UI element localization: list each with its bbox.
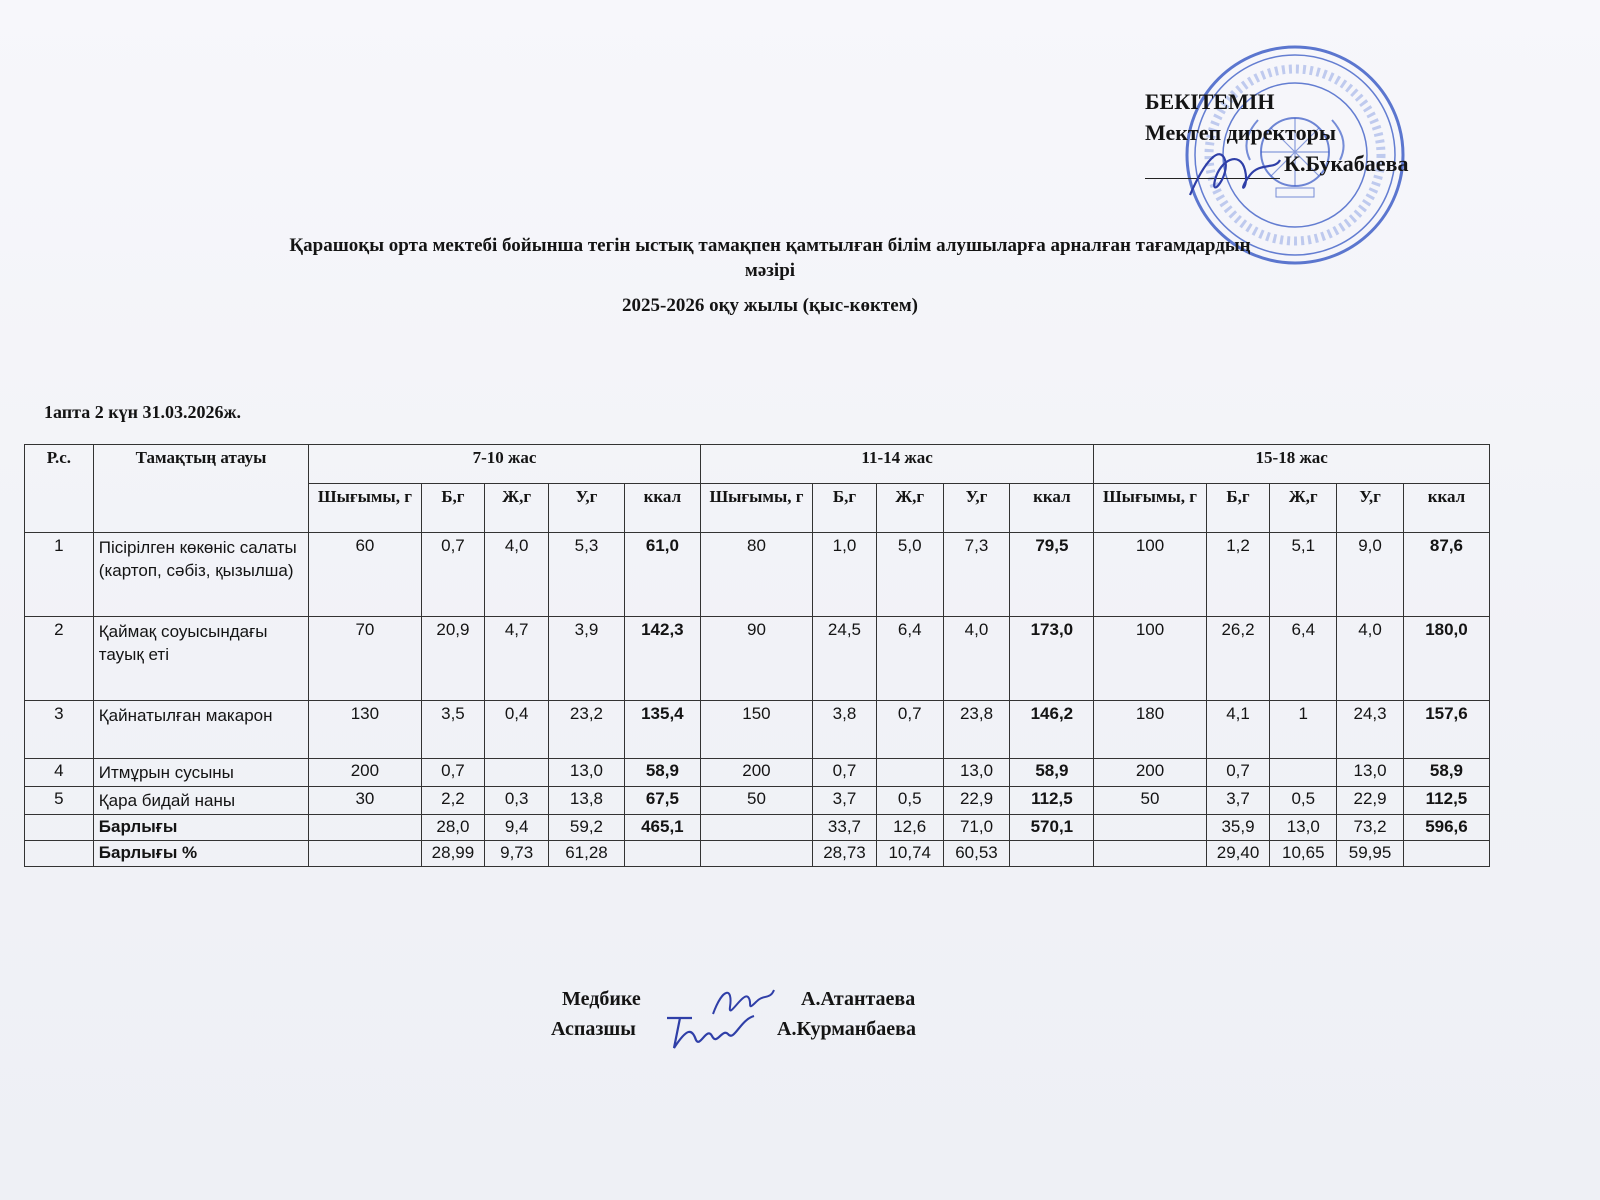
- nurse-name: А.Атантаева: [801, 988, 916, 1010]
- dish-name: Пісірілген көкөніс салаты (картоп, сәбіз, қызылша): [93, 533, 308, 617]
- total-value-cell: 29,40: [1206, 841, 1270, 867]
- value-cell: 5,1: [1270, 533, 1337, 617]
- value-cell: [1270, 759, 1337, 787]
- total-value-cell: [700, 815, 812, 841]
- subheader-cell: Б,г: [813, 484, 877, 533]
- value-cell: 20,9: [421, 617, 485, 701]
- subheader-cell: У,г: [1337, 484, 1404, 533]
- value-cell: 5,3: [549, 533, 625, 617]
- empty-cell: [25, 841, 94, 867]
- col-dish-name: Тамақтың атауы: [93, 445, 308, 533]
- value-cell: 3,7: [1206, 787, 1270, 815]
- value-cell: 100: [1094, 617, 1206, 701]
- value-cell: 2,2: [421, 787, 485, 815]
- kcal-cell: 112,5: [1010, 787, 1094, 815]
- value-cell: 24,5: [813, 617, 877, 701]
- subheader-cell: Ж,г: [485, 484, 549, 533]
- total-value-cell: 465,1: [624, 815, 700, 841]
- value-cell: [876, 759, 943, 787]
- value-cell: 0,3: [485, 787, 549, 815]
- week-day-date: 1апта 2 күн 31.03.2026ж.: [44, 402, 241, 422]
- subheader-cell: У,г: [943, 484, 1010, 533]
- subheader-cell: Б,г: [1206, 484, 1270, 533]
- table-row: [25, 787, 1490, 815]
- kcal-cell: 157,6: [1403, 701, 1489, 759]
- total-value-cell: [309, 815, 421, 841]
- kcal-cell: 58,9: [1403, 759, 1489, 787]
- dish-name: Қаймақ соуысындағы тауық еті: [93, 617, 308, 701]
- table-row: [25, 533, 1490, 617]
- value-cell: 150: [700, 701, 812, 759]
- total-value-cell: 35,9: [1206, 815, 1270, 841]
- row-number: 5: [25, 787, 94, 815]
- total-value-cell: 10,65: [1270, 841, 1337, 867]
- value-cell: 1,0: [813, 533, 877, 617]
- age-group-7-10: 7-10 жас: [309, 445, 701, 484]
- total-value-cell: 9,4: [485, 815, 549, 841]
- total-value-cell: [1010, 841, 1094, 867]
- document-title: Қарашоқы орта мектебі бойынша тегін ыстық тамақпен қамтылған білім алушыларға арналған тағамдардың: [289, 235, 1251, 256]
- value-cell: 13,0: [943, 759, 1010, 787]
- kcal-cell: 112,5: [1403, 787, 1489, 815]
- total-label: Барлығы %: [93, 841, 308, 867]
- school-year: 2025-2026 оқу жылы (қыс-көктем): [622, 295, 918, 316]
- total-value-cell: [1094, 815, 1206, 841]
- value-cell: 0,7: [1206, 759, 1270, 787]
- total-label: Барлығы: [93, 815, 308, 841]
- total-row: [25, 815, 1490, 841]
- value-cell: 180: [1094, 701, 1206, 759]
- total-value-cell: [309, 841, 421, 867]
- menu-table: [24, 444, 1490, 867]
- subheader-cell: У,г: [549, 484, 625, 533]
- value-cell: 50: [1094, 787, 1206, 815]
- table-row: [25, 617, 1490, 701]
- value-cell: 7,3: [943, 533, 1010, 617]
- total-value-cell: 33,7: [813, 815, 877, 841]
- empty-cell: [25, 815, 94, 841]
- value-cell: 50: [700, 787, 812, 815]
- kcal-cell: 67,5: [624, 787, 700, 815]
- subheader-cell: ккал: [1010, 484, 1094, 533]
- kcal-cell: 142,3: [624, 617, 700, 701]
- value-cell: 3,7: [813, 787, 877, 815]
- subheader-cell: ккал: [624, 484, 700, 533]
- kcal-cell: 87,6: [1403, 533, 1489, 617]
- total-value-cell: 59,2: [549, 815, 625, 841]
- total-value-cell: 570,1: [1010, 815, 1094, 841]
- value-cell: 200: [700, 759, 812, 787]
- total-value-cell: 73,2: [1337, 815, 1404, 841]
- total-value-cell: 61,28: [549, 841, 625, 867]
- total-value-cell: 28,73: [813, 841, 877, 867]
- value-cell: 23,2: [549, 701, 625, 759]
- value-cell: 4,1: [1206, 701, 1270, 759]
- kcal-cell: 135,4: [624, 701, 700, 759]
- director-signature: [1180, 140, 1290, 210]
- total-value-cell: 60,53: [943, 841, 1010, 867]
- value-cell: 6,4: [876, 617, 943, 701]
- age-group-11-14: 11-14 жас: [700, 445, 1094, 484]
- total-value-cell: 596,6: [1403, 815, 1489, 841]
- total-value-cell: 28,99: [421, 841, 485, 867]
- value-cell: 0,5: [876, 787, 943, 815]
- value-cell: 90: [700, 617, 812, 701]
- value-cell: 100: [1094, 533, 1206, 617]
- age-group-15-18: 15-18 жас: [1094, 445, 1490, 484]
- row-number: 2: [25, 617, 94, 701]
- kcal-cell: 146,2: [1010, 701, 1094, 759]
- value-cell: 0,7: [876, 701, 943, 759]
- value-cell: 70: [309, 617, 421, 701]
- director-name: К.Букабаева: [1284, 151, 1409, 176]
- total-value-cell: 12,6: [876, 815, 943, 841]
- cook-name: А.Курманбаева: [777, 1018, 916, 1040]
- subheader-cell: Шығымы, г: [700, 484, 812, 533]
- value-cell: 22,9: [943, 787, 1010, 815]
- table-header: [25, 445, 1490, 533]
- value-cell: 5,0: [876, 533, 943, 617]
- value-cell: 13,8: [549, 787, 625, 815]
- value-cell: 0,7: [421, 533, 485, 617]
- value-cell: 4,0: [485, 533, 549, 617]
- value-cell: 0,4: [485, 701, 549, 759]
- value-cell: 1,2: [1206, 533, 1270, 617]
- dish-name: Қара бидай наны: [93, 787, 308, 815]
- cook-role: Аспазшы: [551, 1018, 636, 1040]
- subheader-cell: Б,г: [421, 484, 485, 533]
- dish-name: Қайнатылған макарон: [93, 701, 308, 759]
- value-cell: [485, 759, 549, 787]
- value-cell: 130: [309, 701, 421, 759]
- value-cell: 3,9: [549, 617, 625, 701]
- approval-heading: БЕКІТЕМІН: [1145, 89, 1275, 114]
- total-value-cell: 13,0: [1270, 815, 1337, 841]
- dish-name: Итмұрын сусыны: [93, 759, 308, 787]
- value-cell: 30: [309, 787, 421, 815]
- kcal-cell: 61,0: [624, 533, 700, 617]
- value-cell: 200: [1094, 759, 1206, 787]
- subheader-cell: Шығымы, г: [1094, 484, 1206, 533]
- value-cell: 9,0: [1337, 533, 1404, 617]
- value-cell: 13,0: [549, 759, 625, 787]
- value-cell: 3,8: [813, 701, 877, 759]
- total-value-cell: 28,0: [421, 815, 485, 841]
- table-row: [25, 701, 1490, 759]
- value-cell: 1: [1270, 701, 1337, 759]
- total-value-cell: 71,0: [943, 815, 1010, 841]
- total-value-cell: [1094, 841, 1206, 867]
- row-number: 1: [25, 533, 94, 617]
- value-cell: 60: [309, 533, 421, 617]
- value-cell: 26,2: [1206, 617, 1270, 701]
- cook-signature: [662, 1008, 762, 1056]
- value-cell: 0,7: [421, 759, 485, 787]
- value-cell: 4,0: [1337, 617, 1404, 701]
- value-cell: 80: [700, 533, 812, 617]
- row-number: 3: [25, 701, 94, 759]
- value-cell: 0,7: [813, 759, 877, 787]
- subheader-cell: Ж,г: [876, 484, 943, 533]
- total-value-cell: [624, 841, 700, 867]
- subheader-cell: ккал: [1403, 484, 1489, 533]
- value-cell: 22,9: [1337, 787, 1404, 815]
- kcal-cell: 173,0: [1010, 617, 1094, 701]
- total-value-cell: [1403, 841, 1489, 867]
- kcal-cell: 180,0: [1403, 617, 1489, 701]
- kcal-cell: 79,5: [1010, 533, 1094, 617]
- nurse-role: Медбике: [562, 988, 641, 1010]
- total-value-cell: 9,73: [485, 841, 549, 867]
- table-row: [25, 759, 1490, 787]
- subheader-cell: Ж,г: [1270, 484, 1337, 533]
- value-cell: 200: [309, 759, 421, 787]
- value-cell: 13,0: [1337, 759, 1404, 787]
- col-rc: Р.с.: [25, 445, 94, 533]
- value-cell: 3,5: [421, 701, 485, 759]
- total-percent-row: [25, 841, 1490, 867]
- value-cell: 23,8: [943, 701, 1010, 759]
- kcal-cell: 58,9: [1010, 759, 1094, 787]
- document-title-cont: мәзірі: [744, 260, 796, 281]
- kcal-cell: 58,9: [624, 759, 700, 787]
- value-cell: 6,4: [1270, 617, 1337, 701]
- director-position: Мектеп директоры: [1145, 120, 1337, 145]
- value-cell: 0,5: [1270, 787, 1337, 815]
- total-value-cell: 10,74: [876, 841, 943, 867]
- value-cell: 24,3: [1337, 701, 1404, 759]
- subheader-cell: Шығымы, г: [309, 484, 421, 533]
- row-number: 4: [25, 759, 94, 787]
- total-value-cell: [700, 841, 812, 867]
- total-value-cell: 59,95: [1337, 841, 1404, 867]
- value-cell: 4,7: [485, 617, 549, 701]
- value-cell: 4,0: [943, 617, 1010, 701]
